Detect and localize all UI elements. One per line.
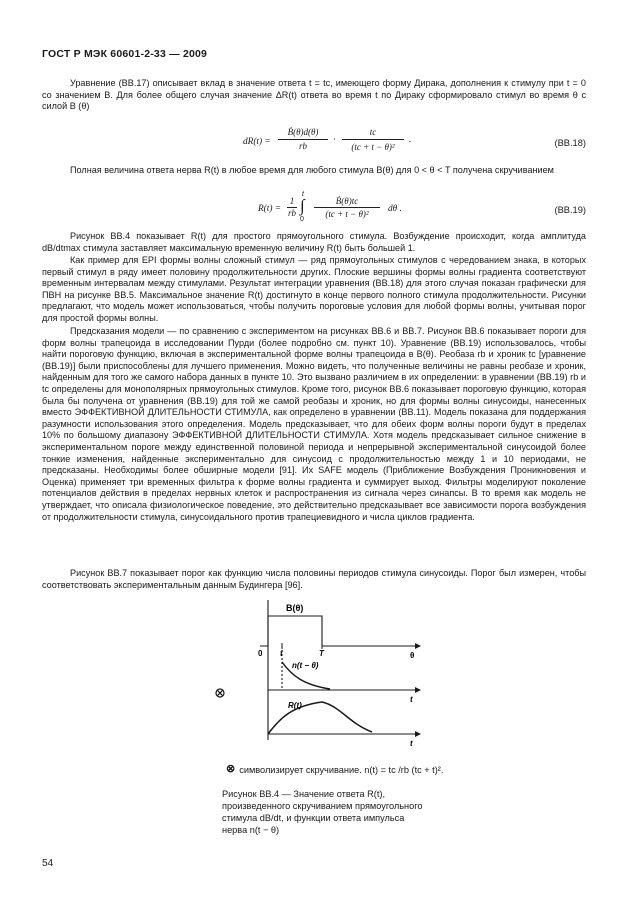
eq18-lhs: dR(t) = xyxy=(243,137,271,147)
eq18-den2: (tc + t − θ)² xyxy=(351,142,395,152)
paragraph-intro: Уравнение (ВВ.17) описывает вклад в значение ответа t = tc, имеющего форму Дирака, дополнения к стимулу при t = 0 со значением B. Для более общего случая значение ΔR(t) ответа во время t по Дираку сформировало стимул во время θ с силой B (θ) xyxy=(42,78,586,112)
eq18-tail: . xyxy=(409,135,412,145)
eq19-fraction-line-b xyxy=(314,207,380,208)
axis-label-theta: θ xyxy=(410,651,415,660)
eq19-upper: t xyxy=(302,191,304,198)
eq19-rb: rb xyxy=(287,208,296,218)
paragraph-model-predictions: Предсказания модели — по сравнению с экспериментом на рисунках ВВ.6 и ВВ.7. Рисунок ВВ.6 показывает пороги для форм волны трапецоида в исследовании Пурди (более подробно см. пункт 10). Уравнение (ВВ.19) использовалось, чтобы найти пороговую функцию, включая в экспериментальной форме волны трапецоида в B(θ). Реобаза rb и хроник tc [уравнение (ВВ.19)] были приспособлены для лучшего применения. Можно видеть, что полученные величины не равны реобазе и хроник, найденным для того же самого набора данных в пункте 10. Это вызвано различием в их определении: в уравнении (ВВ.19) rb и tc определены для монополярных прямоугольных стимулов. Кроме того, рисунок ВВ.6 показывает пороговую функцию, которая была бы получена от уравнения (ВВ.19) для той же самой реобазы и хроник, но для формы волны синусоиды, нанесенных вместо ЭФФЕКТИВНОЙ ДЛИТЕЛЬНОСТИ СТИМУЛА, как определено в уравнении (ВВ.11). Модель показана для поддержания разумности использования этого определения. Модель предсказывает, что для обеих форм волны пороги будут в пределах 10% по большому диапазону ЭФФЕКТИВНОЙ ДЛИТЕЛЬНОСТИ СТИМУЛА. Хотя модель предсказывает сильное снижение в экспериментальном пороге между единственной половиной периода и непрерывной экспериментальной синусоидой более тонкие изменения, найденные экспериментально для синусоид с продолжительностью между 1 и 10 периодами, не предсказаны. Необходимы более обширные модели [91]. Их SAFE модель (Приближение Возбуждения Проникновения и Оценка) применяет три временных фильтра к форме волны градиента и суммирует выход. Фильтры моделируют поколение потенциалов действия в пределах нервных клеток и распространения из сигнала через синапсы. В то время как модель не утверждает, что описала физиологическое поведение, это действительно предсказывает все зависимости порога возбуждения от продолжительности стимула, синусоидального против трапециевидного и числа циклов градиента. xyxy=(42,326,586,522)
paragraph-epi-example: Как пример для EPI формы волны сложный стимул — ряд прямоугольных стимулов с чередованием знака, в которых первый стимул в ряду имеет половину продолжительности других. Плоские вершины формы волны градиента соответствуют временным интервалам между стимулами. Результат интеграции уравнения (ВВ.18) для этого случая показан графически для ПВН на рисунке ВВ.5. Максимальное значение R(t) достигнуто в конце первого полного стимула продолжительности. Рисунки предлагают, что модель может использоваться, чтобы получить пороговые условия для любой формы волны, учитывая порог для простой формы волны. xyxy=(42,255,586,323)
eq19-tail: dθ . xyxy=(388,204,402,214)
arrow-axis-t1 xyxy=(415,687,421,693)
paragraph-figure-bb7: Рисунок ВВ.7 показывает порог как функцию числа половины периодов стимула синусоиды. Порог был измерен, чтобы соответствовать экспериментальным данным Будингера [96]. xyxy=(42,568,586,590)
paragraph-convolution: Полная величина ответа нерва R(t) в любое время для любого стимула B(θ) для 0 < θ < T получена скручиванием xyxy=(70,165,554,175)
convolve-icon xyxy=(216,689,224,697)
tick-label-T: T xyxy=(319,649,324,658)
eq18-fraction-line-2 xyxy=(342,139,404,140)
eq18-label: (ВВ.18) xyxy=(554,138,586,148)
paragraph-figure-bb4: Рисунок ВВ.4 показывает R(t) для простого прямоугольного стимула. Возбуждение происходит, когда амплитуда dB/dtmax стимула заставляет максимальную временную величину R(t) быть большей 1. xyxy=(42,231,586,253)
page-number: 54 xyxy=(42,858,54,869)
tick-label-t: t xyxy=(280,649,283,658)
eq18-fraction-line-1 xyxy=(278,139,328,140)
stimulus-rect xyxy=(260,616,415,646)
legend-text: символизирует скручивание. n(t) = tc /rb (tc + t)². xyxy=(239,764,444,775)
arrow-axis-t2 xyxy=(415,731,421,737)
eq18-num2: tc xyxy=(369,127,377,137)
figure-caption: Рисунок ВВ.4 — Значение ответа R(t), произведенного скручиванием прямоугольного стимула dB/dt, и функции ответа импульса нерва n(t − θ) xyxy=(222,789,423,835)
figure-legend xyxy=(226,764,443,775)
label-r: R(t) xyxy=(288,701,302,710)
axis-label-t1: t xyxy=(410,695,413,704)
eq19-den: (tc + t − θ)² xyxy=(325,209,369,219)
convolve-symbol-icon: ⊗ xyxy=(226,763,236,775)
page-header: ГОСТ Р МЭК 60601-2-33 — 2009 xyxy=(42,48,208,60)
eq18-dot: · xyxy=(333,135,337,145)
label-b-theta: B(θ) xyxy=(286,603,304,613)
eq19-lower: 0 xyxy=(300,216,304,223)
eq19-label: (ВВ.19) xyxy=(554,205,586,215)
eq18-num1: Ḃ(θ)d(θ) xyxy=(287,127,319,137)
arrow-axis-theta xyxy=(415,643,421,649)
integral-icon: ∫ xyxy=(300,196,305,215)
curve-r xyxy=(268,702,372,734)
eq18-den1: rb xyxy=(298,141,307,151)
eq19-lhs: R(t) = xyxy=(258,204,282,214)
figure-bb4 xyxy=(200,590,440,758)
tick-label-0: 0 xyxy=(258,649,263,658)
eq19-num: Ḃ(θ)tc xyxy=(335,196,359,206)
label-n: n(t − θ) xyxy=(292,661,319,670)
eq19-one: 1 xyxy=(289,196,295,206)
axis-label-t2: t xyxy=(410,739,413,748)
